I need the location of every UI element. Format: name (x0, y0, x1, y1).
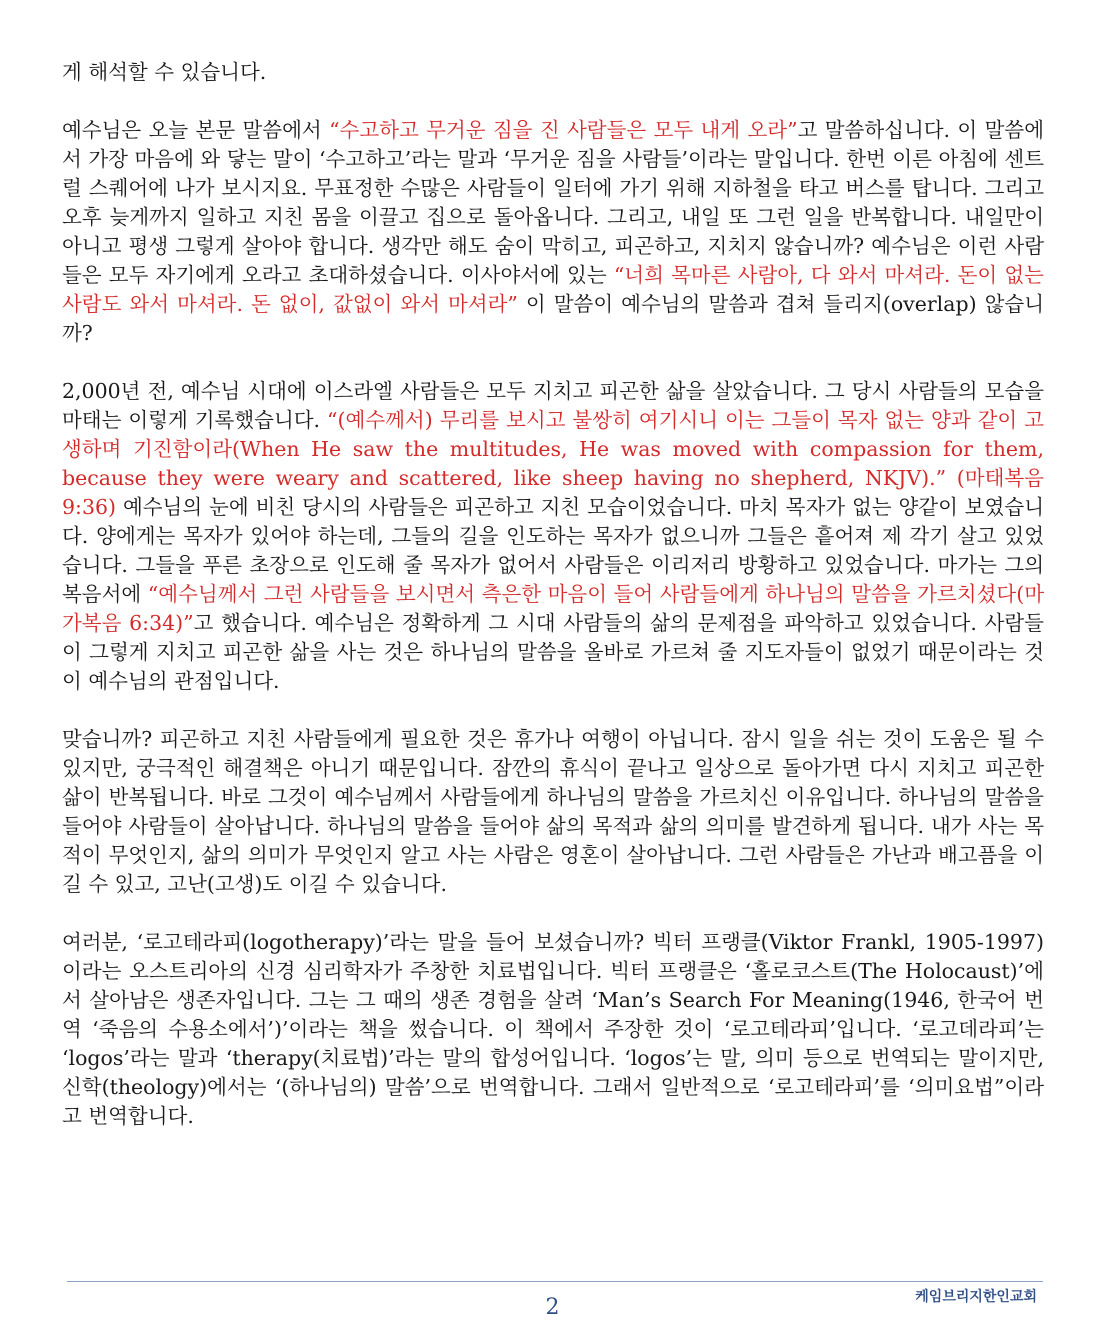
text-segment: 게 해석할 수 있습니다. (62, 60, 267, 84)
text-segment: 고 말씀하십니다. 이 말씀에서 가장 마음에 와 닿는 말이 ‘수고하고’라는 말과 ‘무거운 짐을 사람들’이라는 말입니다. 한번 이른 아침에 센트럴 스퀘어에 나가 보시지요. 무표정한 수많은 사람들이 일터에 가기 위해 지하철을 타고 버스를 탑니다. 그리고 오후 늦게까지 일하고 지친 몸을 이끌고 집으로 돌아옵니다. 그리고, 내일 또 그런 일을 반복합니다. 내일만이 아니고 평생 그렇게 살아야 합니다. 생각만 해도 숨이 막히고, 피곤하고, 지치지 않습니까? 예수님은 이런 사람들은 모두 자기에게 오라고 초대하셨습니다. 이사야서에 있는 (62, 118, 1044, 287)
paragraph (62, 725, 1044, 899)
text-segment: 2,000년 전, 예수님 시대에 이스라엘 사람들은 모두 지치고 피곤한 삶을 살았습니다. 그 당시 사람들의 모습을 마태는 이렇게 기록했습니다. (62, 379, 1044, 432)
paragraph (62, 116, 1044, 348)
text-segment: 맞습니까? 피곤하고 지친 사람들에게 필요한 것은 휴가나 여행이 아닙니다. 잠시 일을 쉬는 것이 도움은 될 수 있지만, 궁극적인 해결책은 아니기 때문입니다. 잠깐의 휴식이 끝나고 일상으로 돌아가면 다시 지치고 피곤한 삶이 반복됩니다. 바로 그것이 예수님께서 사람들에게 하나님의 말씀을 가르치신 이유입니다. 하나님의 말씀을 들어야 사람들이 살아납니다. 하나님의 말씀을 들어야 삶의 목적과 삶의 의미를 발견하게 됩니다. 내가 사는 목적이 무엇인지, 삶의 의미가 무엇인지 알고 사는 사람은 영혼이 살아납니다. 그런 사람들은 가난과 배고픔을 이길 수 있고, 고난(고생)도 이길 수 있습니다. (62, 727, 1044, 896)
page-number: 2 (545, 1295, 560, 1320)
text-segment: 고 했습니다. 예수님은 정확하게 그 시대 사람들의 삶의 문제점을 파악하고 있었습니다. 사람들이 그렇게 지치고 피곤한 삶을 사는 것은 하나님의 말씀을 올바로 가르쳐 줄 지도자들이 없었기 때문이라는 것이 예수님의 관점입니다. (62, 611, 1044, 693)
church-name: 케임브리지한인교회 (915, 1289, 1037, 1305)
scripture-quote: “예수님께서 그런 사람들을 보시면서 측은한 마음이 들어 사람들에게 하나님의 말씀을 가르치셨다(마가복음 6:34)” (62, 582, 1044, 635)
scripture-quote: “수고하고 무거운 짐을 진 사람들은 모두 내게 오라” (329, 118, 798, 142)
paragraph (62, 928, 1044, 1131)
page-body (62, 58, 1044, 1160)
text-segment: 이 말씀이 예수님의 말씀과 겹쳐 들리지(overlap) 않습니까? (62, 292, 1045, 345)
scripture-quote: “너희 목마른 사람아, 다 와서 마셔라. 돈이 없는 사람도 와서 마셔라. 돈 없이, 값없이 와서 마셔라” (62, 263, 1044, 316)
text-segment: 여러분, ‘로고테라피(logotherapy)’라는 말을 들어 보셨습니까? 빅터 프랭클(Viktor Frankl, 1905-1997)이라는 오스트리아의 신경 심리학자가 주창한 치료법입니다. 빅터 프랭클은 ‘홀로코스트(The Holocaust)’에서 살아남은 생존자입니다. 그는 그 때의 생존 경험을 살려 ‘Man’s Search For Meaning(1946, 한국어 번역 ‘죽음의 수용소에서’)’이라는 책을 썼습니다. 이 책에서 주장한 것이 ‘로고테라피’입니다. ‘로고데라피’는 ‘logos’라는 말과 ‘therapy(치료법)’라는 말의 합성어입니다. ‘logos’는 말, 의미 등으로 번역되는 말이지만, 신학(theology)에서는 ‘(하나님의) 말씀’으로 번역합니다. 그래서 일반적으로 ‘로고테라피’를 ‘의미요법”이라고 번역합니다. (62, 930, 1044, 1128)
footer-divider (67, 1281, 1043, 1282)
scripture-quote: “(예수께서) 무리를 보시고 불쌍히 여기시니 이는 그들이 목자 없는 양과 같이 고생하며 기진함이라(When He saw the multitudes, He was moved with compassion for them, because they were weary and scattered, like sheep having no shepherd, NKJV).” (마태복음 9:36) (62, 408, 1044, 519)
paragraph (62, 58, 1044, 87)
text-segment: 예수님은 오늘 본문 말씀에서 (62, 118, 330, 142)
paragraph (62, 377, 1044, 696)
text-segment: 예수님의 눈에 비친 당시의 사람들은 피곤하고 지친 모습이었습니다. 마치 목자가 없는 양같이 보였습니다. 양에게는 목자가 있어야 하는데, 그들의 길을 인도하는 목자가 없으니까 그들은 흩어져 제 각기 살고 있었습니다. 그들을 푸른 초장으로 인도해 줄 목자가 없어서 사람들은 이리저리 방황하고 있었습니다. 마가는 그의 복음서에 (62, 495, 1044, 606)
